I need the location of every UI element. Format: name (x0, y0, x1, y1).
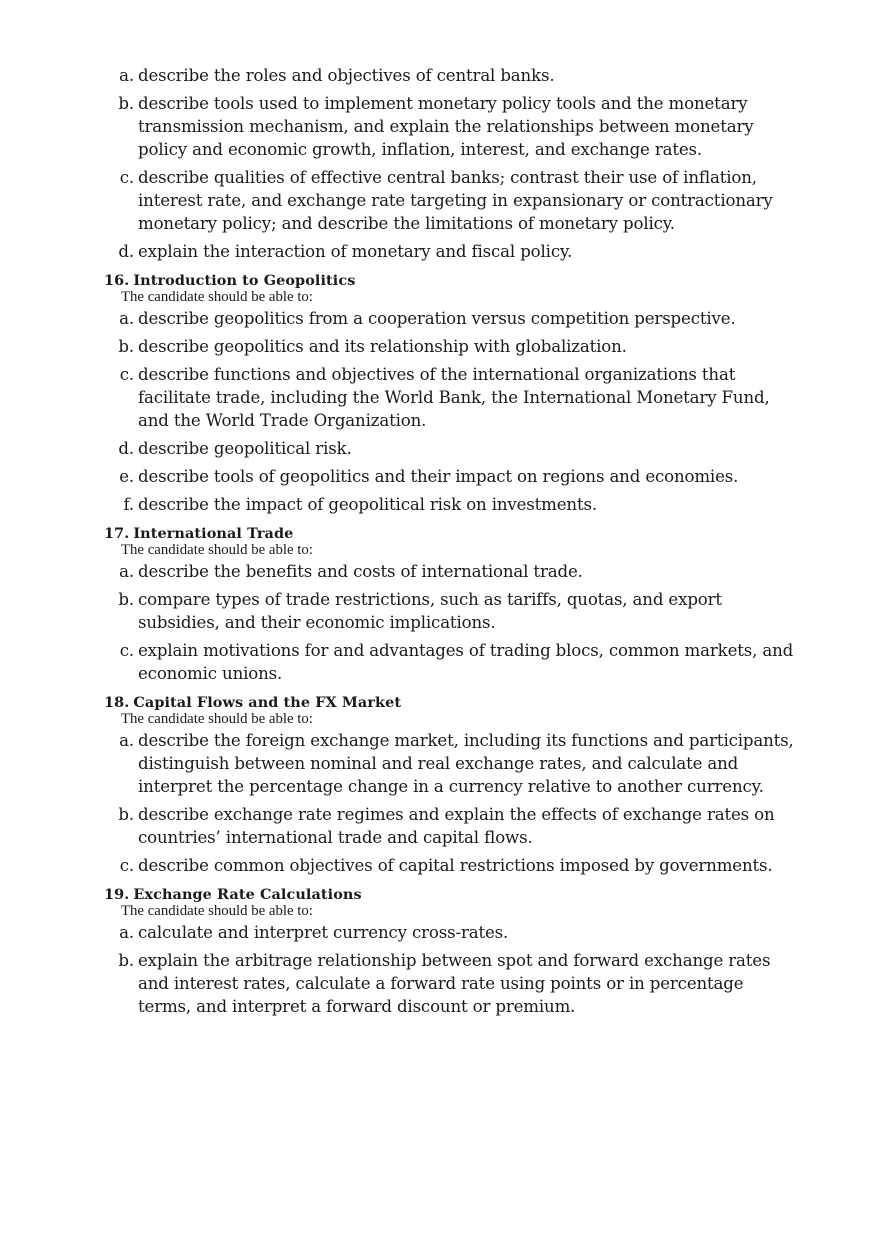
outcome-letter: b. (118, 590, 134, 609)
outcome-item (104, 639, 794, 685)
outcome-text: compare types of trade restrictions, such as tariffs, quotas, and export subsidies, and their economic implications. (138, 590, 722, 632)
outcome-letter: a. (119, 309, 134, 328)
outcome-list (104, 729, 794, 877)
outcome-letter: c. (119, 168, 134, 187)
outcome-item (104, 588, 794, 634)
section-number: 19. (104, 886, 130, 903)
outcome-letter: d. (118, 242, 134, 261)
outcome-text: describe the foreign exchange market, including its functions and participants, distinguish between nominal and real exchange rates, and calculate and interpret the percentage change in a currency relative to another currency. (138, 731, 794, 796)
section-international-trade (104, 525, 794, 685)
outcome-text: describe tools of geopolitics and their impact on regions and economies. (138, 467, 739, 486)
outcome-letter: c. (119, 641, 134, 660)
outcome-item (104, 921, 794, 944)
section-exchange-rate-calculations (104, 886, 794, 1018)
outcome-letter: f. (123, 495, 134, 514)
outcome-text: explain the arbitrage relationship between spot and forward exchange rates and interest rates, calculate a forward rate using points or in percentage terms, and interpret a forward discount or premium. (138, 951, 771, 1016)
outcome-letter: a. (119, 923, 134, 942)
section-title: Introduction to Geopolitics (133, 272, 356, 289)
outcome-item (104, 949, 794, 1018)
document-page (104, 64, 794, 1023)
outcome-item (104, 854, 794, 877)
outcome-letter: c. (119, 856, 134, 875)
section-title: Exchange Rate Calculations (133, 886, 362, 903)
outcome-item (104, 240, 794, 263)
section-intro: The candidate should be able to: (121, 289, 313, 305)
outcome-item (104, 166, 794, 235)
section-intro: The candidate should be able to: (121, 711, 313, 727)
outcome-item (104, 335, 794, 358)
outcome-text: describe geopolitics and its relationship with globalization. (138, 337, 627, 356)
continuation-outcome-list (104, 64, 794, 263)
outcome-text: describe the roles and objectives of central banks. (138, 66, 555, 85)
outcome-text: describe common objectives of capital restrictions imposed by governments. (138, 856, 773, 875)
outcome-item (104, 437, 794, 460)
outcome-text: explain the interaction of monetary and fiscal policy. (138, 242, 573, 261)
outcome-text: describe qualities of effective central banks; contrast their use of inflation, interest rate, and exchange rate targeting in expansionary or contractionary monetary policy; and describe the limitations of monetary policy. (138, 168, 773, 233)
outcome-text: describe the benefits and costs of international trade. (138, 562, 583, 581)
outcome-letter: a. (119, 562, 134, 581)
outcome-text: explain motivations for and advantages of trading blocs, common markets, and economic unions. (138, 641, 794, 683)
section-capital-flows (104, 694, 794, 877)
outcome-text: describe functions and objectives of the international organizations that facilitate trade, including the World Bank, the International Monetary Fund, and the World Trade Organization. (138, 365, 770, 430)
section-intro: The candidate should be able to: (121, 542, 313, 558)
outcome-text: describe the impact of geopolitical risk on investments. (138, 495, 597, 514)
outcome-item (104, 729, 794, 798)
outcome-text: describe exchange rate regimes and explain the effects of exchange rates on countries’ international trade and capital flows. (138, 805, 775, 847)
section-number: 16. (104, 272, 130, 289)
outcome-letter: b. (118, 805, 134, 824)
outcome-letter: b. (118, 337, 134, 356)
outcome-item (104, 465, 794, 488)
section-title: International Trade (133, 525, 294, 542)
outcome-letter: e. (119, 467, 134, 486)
outcome-letter: b. (118, 951, 134, 970)
section-heading (104, 694, 794, 711)
section-heading (104, 272, 794, 289)
outcome-list (104, 560, 794, 685)
outcome-item (104, 92, 794, 161)
outcome-item (104, 64, 794, 87)
section-heading (104, 525, 794, 542)
section-heading (104, 886, 794, 903)
outcome-letter: c. (119, 365, 134, 384)
section-geopolitics (104, 272, 794, 516)
outcome-text: describe geopolitical risk. (138, 439, 352, 458)
outcome-item (104, 560, 794, 583)
section-number: 17. (104, 525, 130, 542)
outcome-item (104, 363, 794, 432)
outcome-item (104, 803, 794, 849)
section-intro: The candidate should be able to: (121, 903, 313, 919)
outcome-text: calculate and interpret currency cross-rates. (138, 923, 509, 942)
outcome-letter: d. (118, 439, 134, 458)
section-number: 18. (104, 694, 130, 711)
outcome-text: describe geopolitics from a cooperation versus competition perspective. (138, 309, 736, 328)
outcome-list (104, 307, 794, 516)
outcome-text: describe tools used to implement monetary policy tools and the monetary transmission mechanism, and explain the relationships between monetary policy and economic growth, inflation, interest, and exchange rates. (138, 94, 754, 159)
section-title: Capital Flows and the FX Market (133, 694, 402, 711)
outcome-item (104, 493, 794, 516)
outcome-item (104, 307, 794, 330)
outcome-letter: a. (119, 731, 134, 750)
outcome-letter: b. (118, 94, 134, 113)
outcome-list (104, 921, 794, 1018)
outcome-letter: a. (119, 66, 134, 85)
